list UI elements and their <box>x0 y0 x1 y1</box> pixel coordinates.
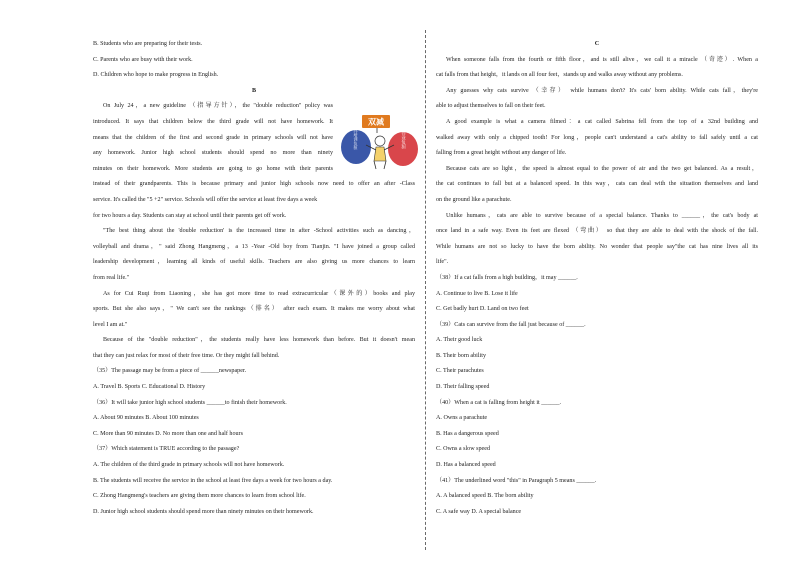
passage-b-line: service. It's called the "5 +2" service. Schools will offer the service at least five days a week <box>93 196 318 203</box>
question-line: D. Junior high school students should spend more than ninety minutes on their homework. <box>93 508 314 515</box>
passage-b-line: sports. But she also says，" We can't see the rankings（排名） after each exam. It makes me worry about what <box>93 306 415 313</box>
left-column <box>93 37 415 520</box>
left-ball-icon <box>341 123 371 164</box>
question-line: B. Has a dangerous speed <box>436 430 499 437</box>
passage-c-line: able to adjust themselves to fall on their feet. <box>436 103 546 110</box>
passage-b-line: minutes on their homework. More students are going to go home with their parents <box>93 165 333 172</box>
sign-text: 双减 <box>368 117 384 127</box>
question-line: （39）Cats can survive from the fall just because of ______. <box>436 321 586 328</box>
question-line: C. Their parachutes <box>436 368 484 375</box>
right-column <box>436 37 758 520</box>
passage-b-line: instead of their grandparents. This is because primary and junior high schools now need to offer an after -Class <box>93 181 415 188</box>
passage-b-line: means that the children of the first and second grade in primary schools will not have <box>93 134 333 141</box>
passage-c-line: When someone falls from the fourth or fifth floor，and is still alive，we call it a miracle （奇迹）. When a <box>446 56 758 63</box>
sign-icon <box>362 115 390 133</box>
question-line: A. Owns a parachute <box>436 415 488 422</box>
question-line: （35）The passage may be from a piece of ______newspaper. <box>93 368 247 375</box>
passage-b-line: for two hours a day. Students can stay at school until their parents get off work. <box>93 212 287 219</box>
passage-b-line: As for Cui Ruqi from Liaoning，she has got more time to read extracurricular（课外的）books and play <box>103 290 415 297</box>
question-line: （40）When a cat is falling from height it ______. <box>436 399 562 406</box>
question-line: A. Continue to live B. Lose it life <box>436 290 518 297</box>
passage-b-line: introduced. It says that children below the third grade will not have homework. It <box>93 118 333 125</box>
double-reduction-illustration <box>340 113 420 171</box>
passage-b-line: "The best thing about the 'double reduction' is the increased time in after -School activities such as dancing， <box>103 228 415 235</box>
passage-b-line: that they can just relax for most of their free time. Or they might fall behind. <box>93 352 280 359</box>
question-line: A. Their good luck <box>436 337 483 344</box>
right-ball-icon <box>388 130 418 166</box>
passage-b-line: leadership development，learning all kinds of useful skills. Teachers are also giving us more chances to learn <box>93 259 415 266</box>
question-line: D. Their falling speed <box>436 384 490 391</box>
passage-b-line: volleyball and drama，" said Zhong Hangmeng，a 13 -Year -Old boy from Tianjin. "I have joined a group called <box>93 243 415 250</box>
question-line: C. A safe way D. A special balance <box>436 508 522 515</box>
passage-b-line: any homework. Junior high school students should spend no more than ninety <box>93 150 333 157</box>
question-line: A. About 90 minutes B. About 100 minutes <box>93 415 199 422</box>
question-line: （41）The underlined word "this" in Paragraph 5 means ______. <box>436 477 597 484</box>
option-line: D. Children who hope to make progress in English. <box>93 72 219 79</box>
question-line: （36）It will take junior high school students ______to finish their homework. <box>93 399 287 406</box>
passage-c-line: While humans are not so lucky to have the born ability. No wonder that people say"the cat has nine lives all its <box>436 243 758 250</box>
question-line: C. Get badly hurt D. Land on two feet <box>436 306 529 313</box>
left-ball-text: 校外培训负担 <box>353 124 359 150</box>
question-line: C. Owns a slow speed <box>436 446 490 453</box>
question-line: A. The children of the third grade in primary schools will not have homework. <box>93 462 285 469</box>
passage-c-line: A good example is what a camera filmed：a cat called Sabrina fell from the top of a 32nd building and <box>446 118 758 125</box>
question-line: （37）Which statement is TRUE according to the passage? <box>93 446 240 453</box>
passage-b-line: Because of the "double reduction"，the students really have less homework than before. But it doesn't mean <box>103 337 415 344</box>
option-line: C. Parents who are busy with their work. <box>93 56 193 63</box>
column-divider <box>425 30 426 550</box>
passage-b-line: level I am at." <box>93 321 128 328</box>
passage-b-line: On July 24，a new guideline （指导方针），the "double reduction" policy was <box>103 103 333 110</box>
question-line: C. Zhong Hangmeng's teachers are giving them more chances to learn from school life. <box>93 493 306 500</box>
passage-c-line: once land in a safe way. Even its feet are flexed （弯曲） so that they are able to deal with the shock of the fall. <box>436 228 758 235</box>
passage-c-line: life". <box>436 259 449 266</box>
question-line: C. More than 90 minutes D. No more than one and half hours <box>93 430 243 437</box>
right-ball-text: 作业负担 <box>400 130 406 150</box>
option-line: B. Students who are preparing for their tests. <box>93 41 203 47</box>
passage-c-line: the cat continues to fall but at a balanced speed. In this way，cats can deal with the situation themselves and land <box>436 181 758 188</box>
question-line: B. The students will receive the service in the school at least five days a week for two hours a day. <box>93 477 333 484</box>
passage-c-line: Because cats are so light，the speed is almost equal to the power of air and the two get balanced. As a result， <box>446 165 758 172</box>
passage-c-line: falling from a great height without any danger of life. <box>436 150 567 157</box>
passage-c-line: Any guesses why cats survive （幸存） while humans don't? It's cats' born ability. While cats fall，they're <box>446 87 758 94</box>
question-line: B. Their born ability <box>436 352 486 359</box>
passage-c-line: walked away with only a chipped tooth! For long，people can't understand a cat's ability to fall safely until a cat <box>436 134 758 141</box>
question-line: A. Travel B. Sports C. Educational D. History <box>93 384 206 391</box>
question-line: （38）If a cat falls from a high building，it may ______. <box>436 274 578 281</box>
passage-c-line: cat falls from that height，it lands on all four feet，stands up and walks away without any problems. <box>436 72 683 79</box>
section-b-heading: B <box>251 87 257 94</box>
passage-b-line: from real life." <box>93 274 130 281</box>
section-c-heading: C <box>594 41 600 47</box>
question-line: A. A balanced speed B. The born ability <box>436 493 534 500</box>
passage-c-line: Unlike humans，cats are able to survive because of a special balance. Thanks to ______，the cat's body at <box>446 212 758 219</box>
passage-c-line: on the ground like a parachute. <box>436 196 512 203</box>
question-line: D. Has a balanced speed <box>436 462 496 469</box>
